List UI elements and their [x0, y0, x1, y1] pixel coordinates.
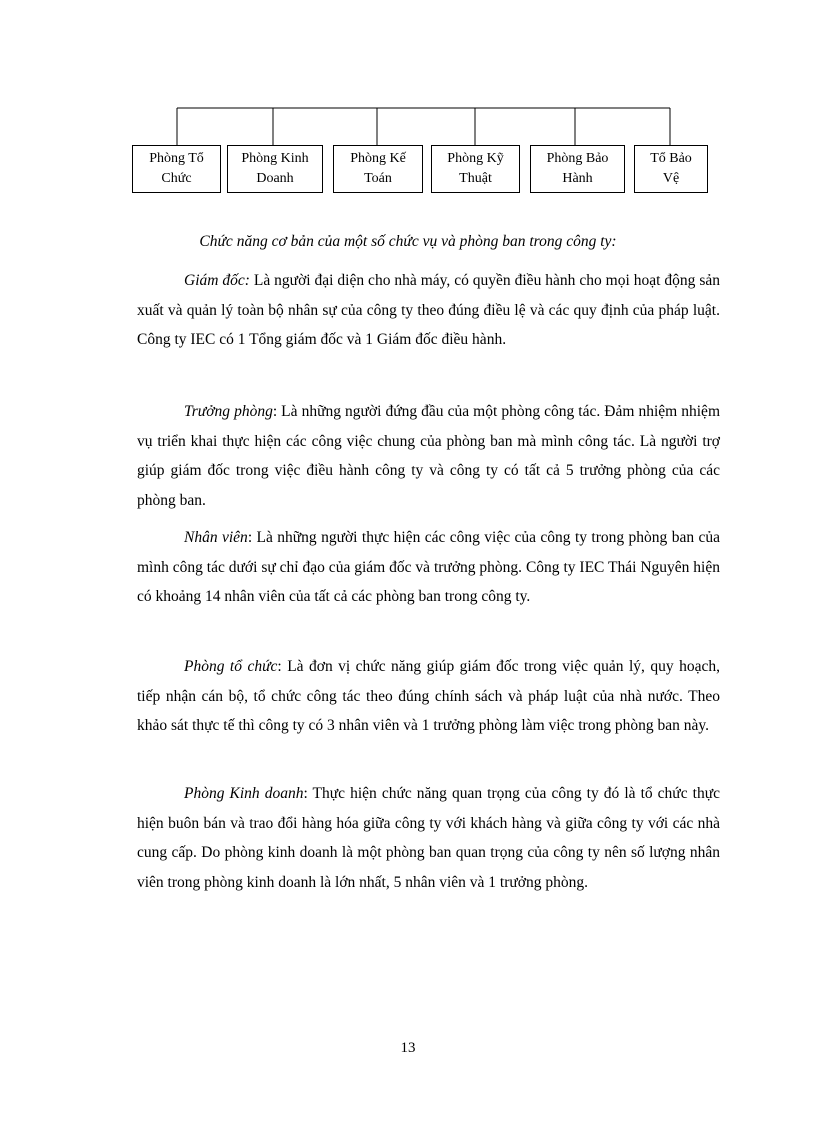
org-box-line: Toán [364, 171, 392, 186]
org-box-phong-to-chuc [132, 145, 221, 193]
org-box-phong-ky-thuat [431, 145, 520, 193]
org-box-phong-ke-toan [333, 145, 423, 193]
org-box-line: Hành [562, 171, 593, 186]
paragraph-text: : Là đơn vị chức năng giúp giám đốc trong việc quản lý, quy hoạch, tiếp nhận cán bộ, tổ chức công tác theo đúng chính sách và pháp luật của nhà nước. Theo khảo sát thực tế thì công ty có 3 nhân viên và 1 trưởng phòng làm việc trong phòng ban này. [137, 658, 720, 734]
paragraph-text: : Là những người thực hiện các công việc của công ty trong phòng ban của mình công tác dưới sự chỉ đạo của giám đốc và trưởng phòng. Công ty IEC Thái Nguyên hiện có khoảng 14 nhân viên của tất cả các phòng ban trong công ty. [137, 529, 720, 605]
org-box-phong-bao-hanh [530, 145, 625, 193]
paragraph-text: Là người đại diện cho nhà máy, có quyền điều hành cho mọi hoạt động sản xuất và quản lý toàn bộ nhân sự của công ty theo đúng điều lệ và các quy định của pháp luật. Công ty IEC có 1 Tổng giám đốc và 1 Giám đốc điều hành. [137, 272, 720, 348]
org-box-line: Phòng Kinh [241, 151, 309, 166]
org-box-line: Phòng Bảo [546, 151, 609, 166]
paragraph-lead: Giám đốc: [184, 272, 250, 289]
paragraph-nhan-vien [137, 523, 720, 612]
org-box-line: Tổ Bảo [650, 151, 692, 166]
org-box-line: Phòng Kế [350, 151, 406, 166]
paragraph-phong-to-chuc [137, 652, 720, 741]
paragraph-lead: Phòng Kinh doanh [184, 785, 304, 802]
paragraph-truong-phong [137, 397, 720, 515]
org-box-phong-kinh-doanh [227, 145, 323, 193]
org-box-line: Phòng Tổ [149, 151, 204, 166]
paragraph-lead: Phòng tổ chức [184, 658, 278, 675]
org-box-line: Thuật [459, 171, 492, 186]
paragraph-lead: Nhân viên [184, 529, 248, 546]
org-box-to-bao-ve [634, 145, 708, 193]
org-box-line: Vệ [662, 171, 680, 186]
paragraph-text: : Là những người đứng đầu của một phòng công tác. Đảm nhiệm nhiệm vụ triển khai thực hiện các công việc chung của phòng ban mà mình công tác. Là người trợ giúp giám đốc trong việc điều hành công ty và công ty có tất cả 5 trưởng phòng của các phòng ban. [137, 403, 720, 509]
paragraph-text: : Thực hiện chức năng quan trọng của công ty đó là tổ chức thực hiện buôn bán và trao đổi hàng hóa giữa công ty với khách hàng và giữa công ty với các nhà cung cấp. Do phòng kinh doanh là một phòng ban quan trọng của công ty nên số lượng nhân viên trong phòng kinh doanh là lớn nhất, 5 nhân viên và 1 trưởng phòng. [137, 785, 720, 891]
paragraph-lead: Trưởng phòng [184, 403, 273, 420]
section-heading: Chức năng cơ bản của một số chức vụ và phòng ban trong công ty: [199, 233, 617, 250]
paragraph-giam-doc [137, 266, 720, 355]
page-number: 13 [400, 1040, 416, 1056]
org-box-line: Chức [161, 171, 192, 186]
org-box-line: Doanh [256, 171, 294, 186]
org-box-line: Phòng Kỹ [447, 151, 504, 166]
paragraph-phong-kinh-doanh [137, 779, 720, 897]
